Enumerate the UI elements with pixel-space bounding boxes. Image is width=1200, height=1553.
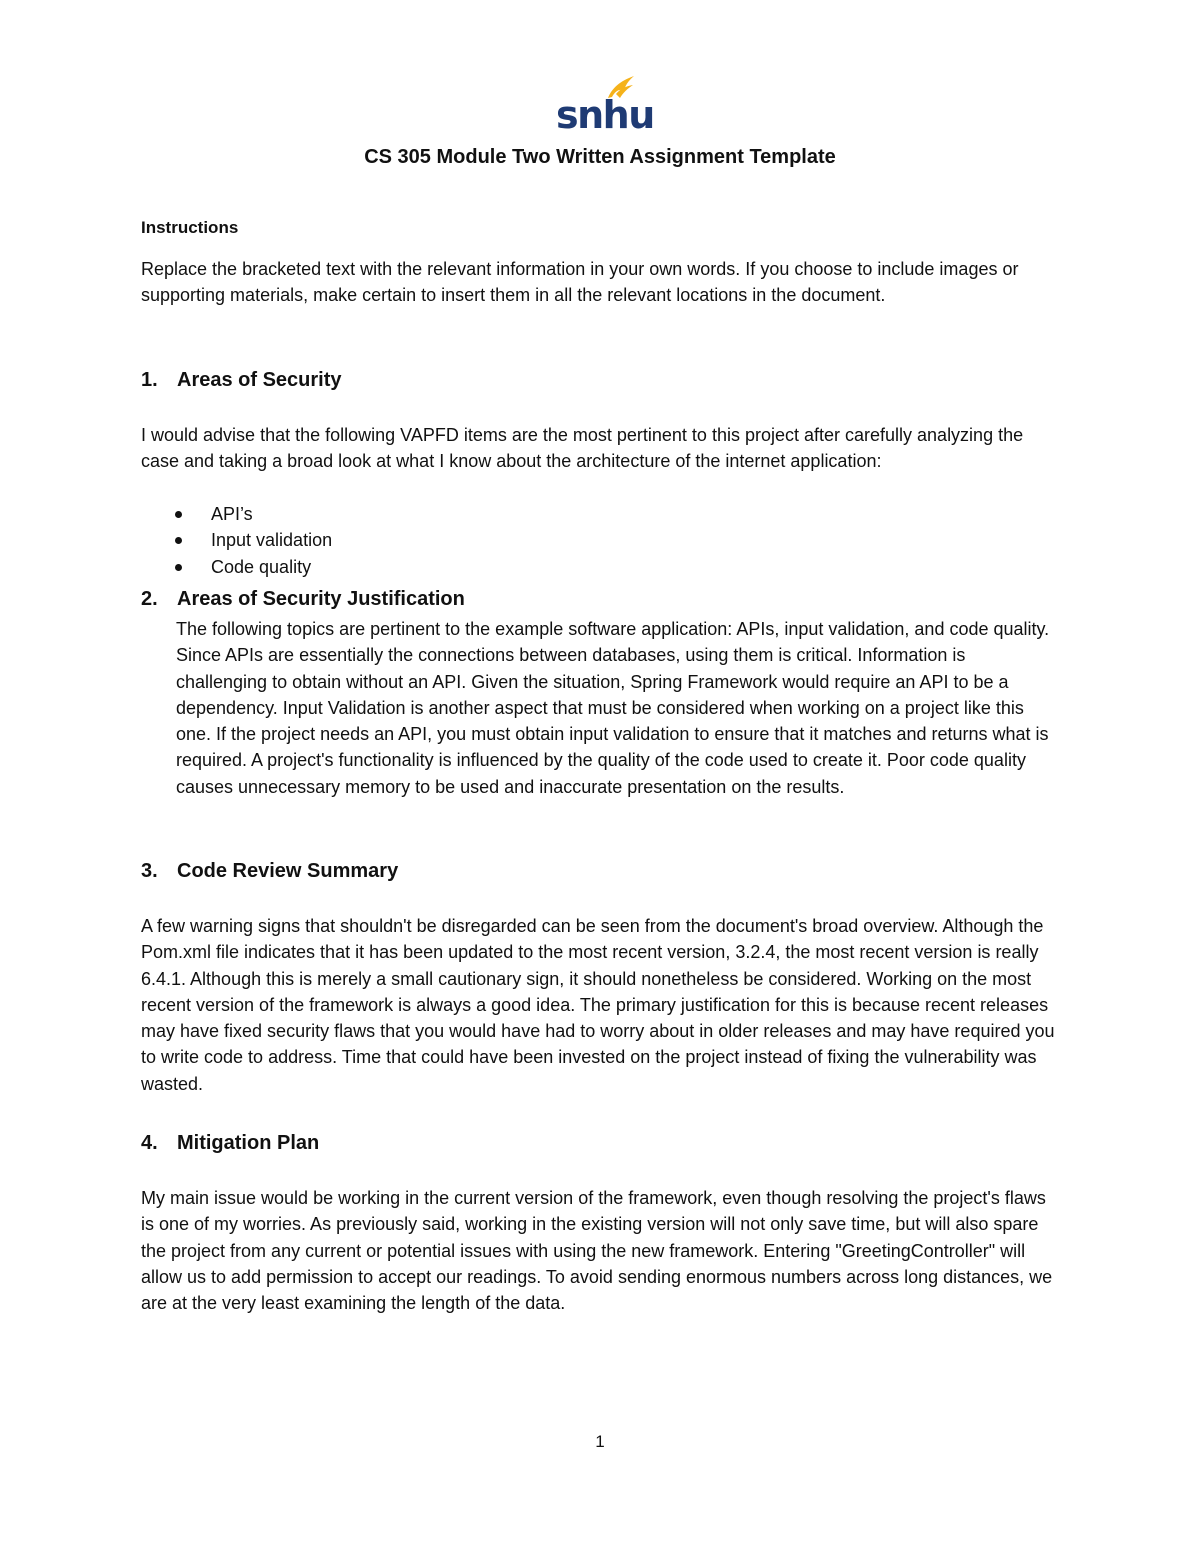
instructions-paragraph: Replace the bracketed text with the relevant information in your own words. If you choose to include images or supporting materials, make certain to insert them in all the relevant locations in the document.	[141, 259, 1019, 306]
bullet-icon	[175, 537, 182, 544]
section-number: 4.	[141, 1132, 158, 1154]
list-item-text: Code quality	[211, 556, 312, 577]
mitigation-paragraph: My main issue would be working in the current version of the framework, even though resolving the project's flaws is one of my worries. As previously said, working in the existing version will not only save time, but will also spare the project from any current or potential issues with using the new framework. Entering "GreetingController" will allow us to add permission to accept our readings. To avoid sending enormous numbers across long distances, we are at the very least examining the length of the data.	[141, 1188, 1053, 1314]
list-item-text: API’s	[211, 504, 253, 524]
code-review-paragraph: A few warning signs that shouldn't be disregarded can be seen from the document's broad overview. Although the Pom.xml file indicates that it has been updated to the most recent version, 3.2.4, the most recent version is really 6.4.1. Although this is merely a small cautionary sign, it should nonetheless be considered. Working on the most recent version of the framework is always a good idea. The primary justification for this is because recent releases may have fixed security flaws that you would have had to worry about in older releases and may have required you to write code to address. Time that could have been invested on the project instead of fixing the vulnerability was wasted.	[141, 916, 1055, 1094]
section-heading-areas-of-security	[141, 366, 342, 394]
security-areas-list	[141, 501, 332, 580]
document-title: CS 305 Module Two Written Assignment Template	[364, 146, 836, 168]
section-title: Mitigation Plan	[177, 1132, 320, 1154]
section-heading-code-review	[141, 857, 398, 885]
bullet-icon	[175, 511, 182, 518]
section-heading-justification	[141, 585, 465, 613]
instructions-heading: Instructions	[141, 218, 239, 237]
section-number: 2.	[141, 588, 158, 610]
justification-paragraph: The following topics are pertinent to the example software application: APIs, input validation, and code quality. Since APIs are essentially the connections between databases, using them is critical. Information is challenging to obtain without an API. Given the situation, Spring Framework would require an API to be a dependency. Input Validation is another aspect that must be considered when working on a project like this one. If the project needs an API, you must obtain input validation to ensure that it matches and returns what is required. A project's functionality is influenced by the quality of the code used to create it. Poor code quality causes unnecessary memory to be used and inaccurate presentation on the results.	[176, 619, 1050, 797]
areas-of-security-paragraph: I would advise that the following VAPFD items are the most pertinent to this project after carefully analyzing the case and taking a broad look at what I know about the architecture of the internet application:	[141, 425, 1024, 472]
section-number: 1.	[141, 369, 158, 391]
section-title: Code Review Summary	[177, 860, 399, 882]
section-title: Areas of Security Justification	[177, 588, 465, 610]
section-title: Areas of Security	[177, 369, 342, 391]
page-number: 1	[595, 1432, 605, 1451]
bullet-icon	[175, 564, 182, 571]
list-item	[141, 527, 332, 553]
list-item-text: Input validation	[211, 530, 333, 551]
logo-wordmark: snhu	[556, 93, 654, 137]
list-item	[141, 554, 332, 580]
list-item	[141, 501, 332, 527]
snhu-logo	[554, 72, 654, 137]
section-heading-mitigation	[141, 1129, 319, 1157]
section-number: 3.	[141, 860, 158, 882]
